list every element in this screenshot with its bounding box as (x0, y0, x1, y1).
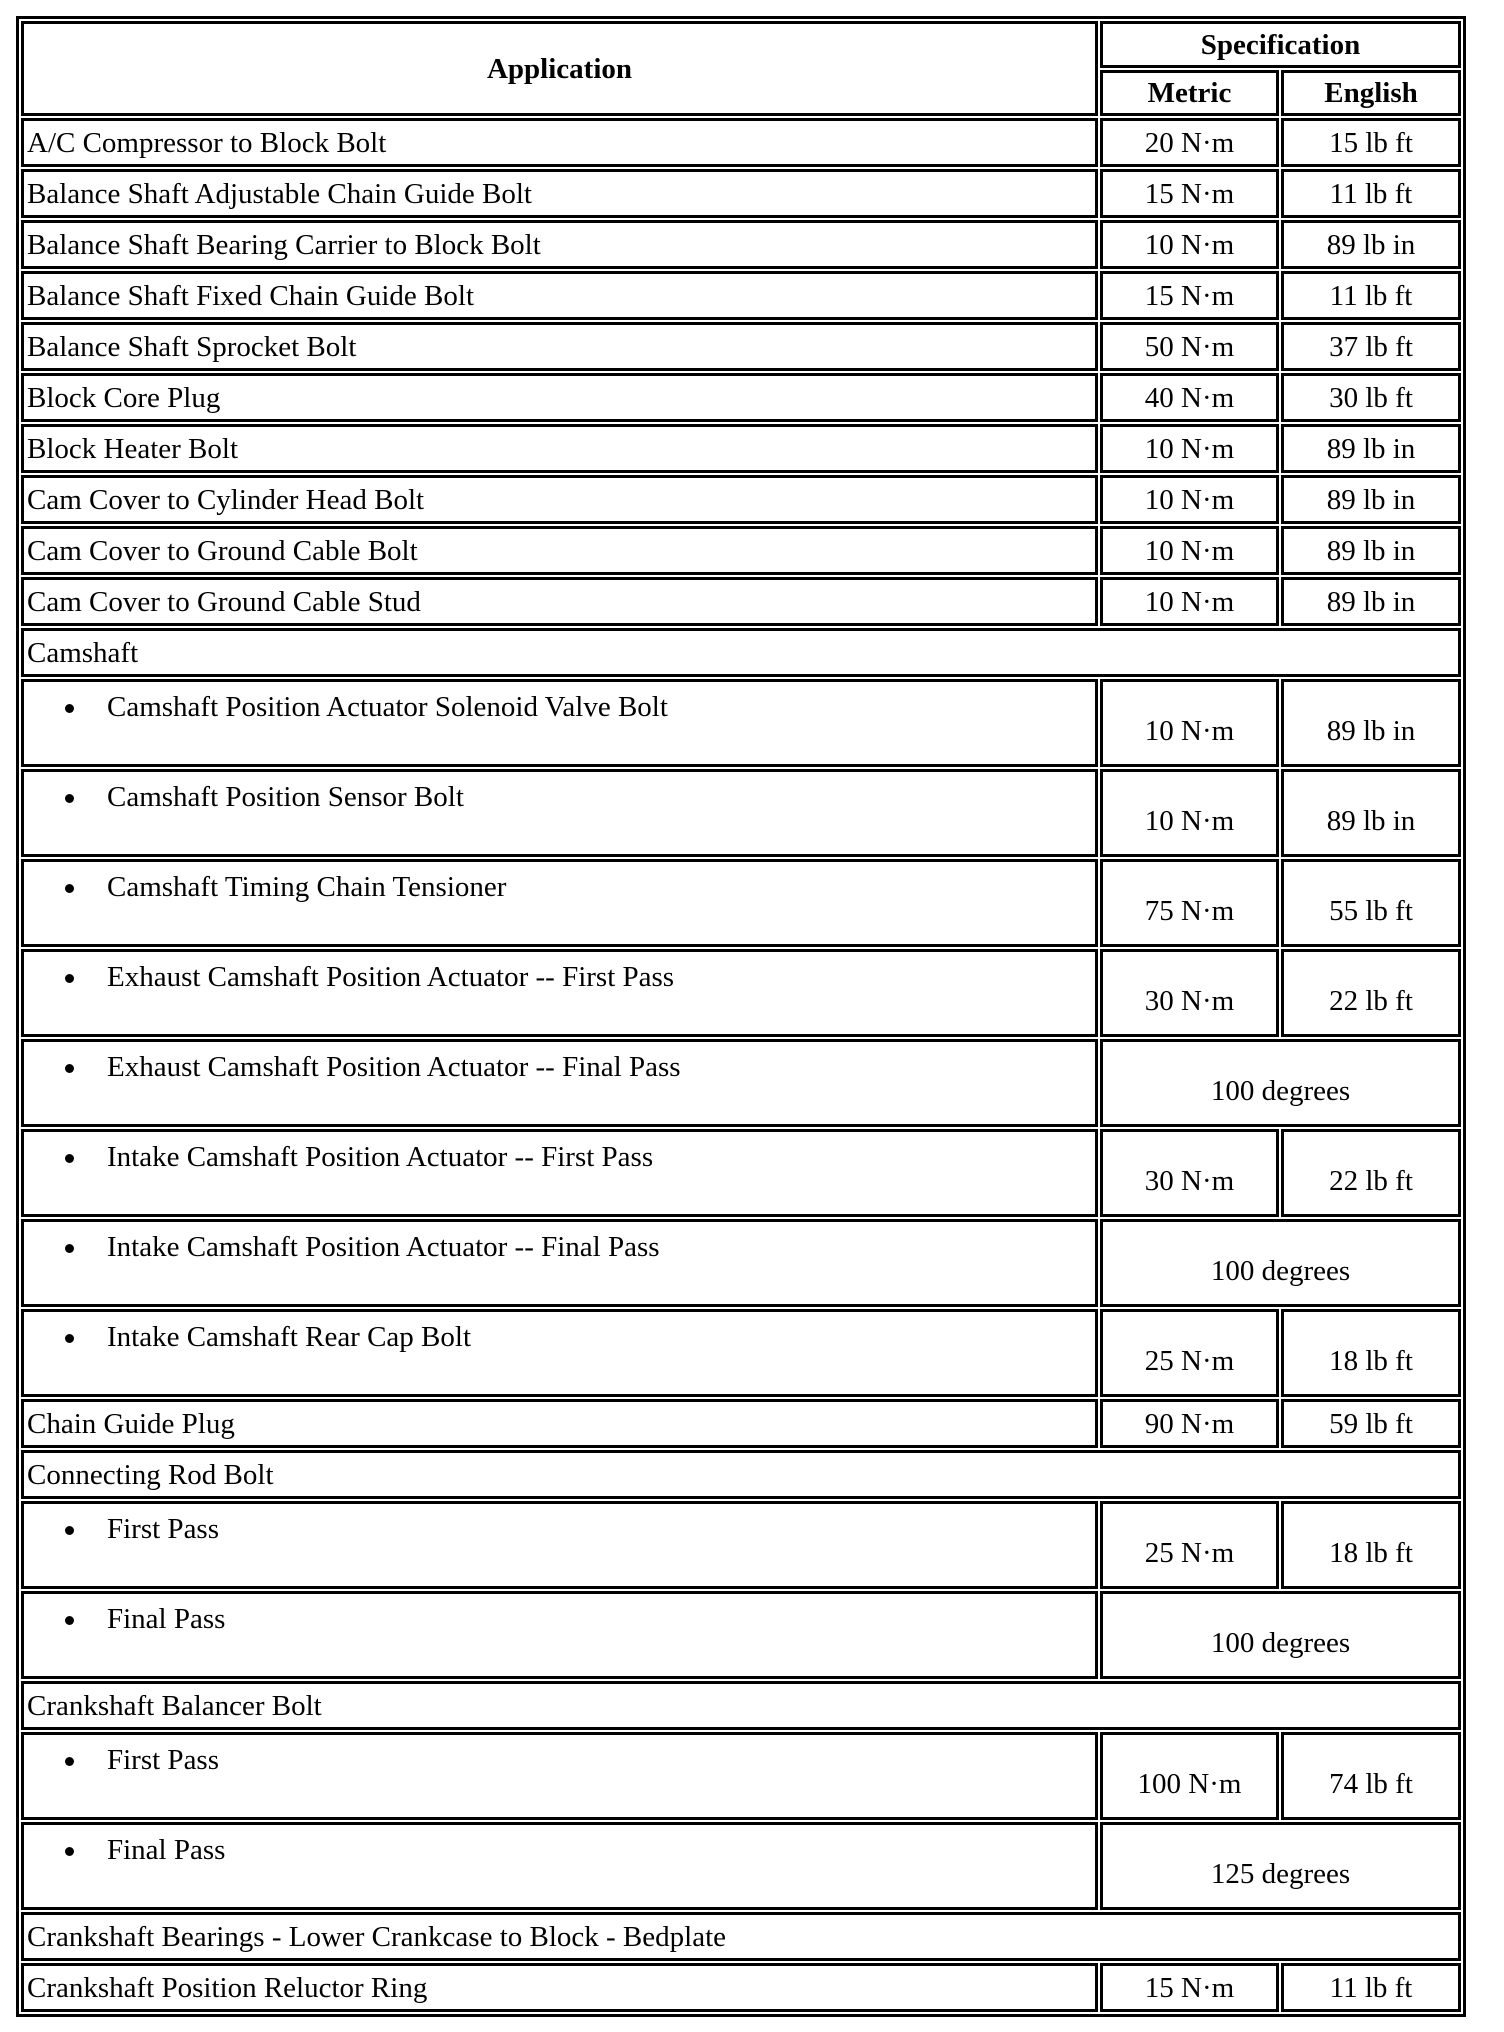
application-cell (21, 679, 1098, 767)
group-header-row (21, 1912, 1461, 1961)
english-cell: 37 lb ft (1281, 322, 1461, 371)
metric-cell: 75 N·m (1100, 859, 1279, 947)
metric-cell: 10 N·m (1100, 475, 1279, 524)
torque-specification-table (16, 16, 1466, 2017)
table-row (21, 475, 1461, 524)
english-cell: 22 lb ft (1281, 949, 1461, 1037)
table-row (21, 769, 1461, 857)
group-label: Crankshaft Bearings - Lower Crankcase to Block - Bedplate (21, 1912, 1461, 1961)
metric-cell: 15 N·m (1100, 1963, 1279, 2012)
table-row (21, 679, 1461, 767)
metric-cell: 10 N·m (1100, 526, 1279, 575)
metric-cell: 100 N·m (1100, 1732, 1279, 1820)
application-label: Camshaft Position Actuator Solenoid Valve Bolt (107, 691, 668, 723)
metric-cell: 10 N·m (1100, 424, 1279, 473)
table-row (21, 1399, 1461, 1448)
bullet-icon (65, 1616, 74, 1625)
table-row (21, 1501, 1461, 1589)
metric-cell: 30 N·m (1100, 1129, 1279, 1217)
metric-cell: 25 N·m (1100, 1309, 1279, 1397)
english-cell: 30 lb ft (1281, 373, 1461, 422)
column-header-english: English (1281, 70, 1461, 116)
application-cell (21, 1129, 1098, 1217)
column-header-metric: Metric (1100, 70, 1279, 116)
table-row (21, 859, 1461, 947)
english-cell: 89 lb in (1281, 679, 1461, 767)
group-header-row (21, 1681, 1461, 1730)
english-cell: 89 lb in (1281, 424, 1461, 473)
table-row (21, 1309, 1461, 1397)
table-row (21, 373, 1461, 422)
table-row (21, 169, 1461, 218)
table-row (21, 1822, 1461, 1910)
application-label: First Pass (107, 1513, 220, 1545)
bullet-icon (65, 704, 74, 713)
bullet-icon (65, 1526, 74, 1535)
application-label: Exhaust Camshaft Position Actuator -- First Pass (107, 961, 675, 993)
bullet-icon (65, 1064, 74, 1073)
table-row (21, 322, 1461, 371)
angle-spec-cell: 125 degrees (1100, 1822, 1461, 1910)
application-cell: A/C Compressor to Block Bolt (21, 118, 1098, 167)
bullet-icon (65, 1757, 74, 1766)
application-label: Final Pass (107, 1603, 226, 1635)
angle-spec-cell: 100 degrees (1100, 1039, 1461, 1127)
metric-cell: 30 N·m (1100, 949, 1279, 1037)
table-row (21, 577, 1461, 626)
application-cell (21, 769, 1098, 857)
application-cell: Balance Shaft Adjustable Chain Guide Bolt (21, 169, 1098, 218)
application-cell: Chain Guide Plug (21, 1399, 1098, 1448)
english-cell: 11 lb ft (1281, 169, 1461, 218)
application-label: First Pass (107, 1744, 220, 1776)
application-label: Intake Camshaft Position Actuator -- First Pass (107, 1141, 654, 1173)
group-header-row (21, 1450, 1461, 1499)
application-cell: Block Core Plug (21, 373, 1098, 422)
application-label: Intake Camshaft Rear Cap Bolt (107, 1321, 472, 1353)
metric-cell: 10 N·m (1100, 769, 1279, 857)
application-label: Exhaust Camshaft Position Actuator -- Final Pass (107, 1051, 681, 1083)
group-label: Crankshaft Balancer Bolt (21, 1681, 1461, 1730)
english-cell: 18 lb ft (1281, 1309, 1461, 1397)
application-cell (21, 949, 1098, 1037)
angle-spec-cell: 100 degrees (1100, 1591, 1461, 1679)
application-cell: Balance Shaft Sprocket Bolt (21, 322, 1098, 371)
group-label: Connecting Rod Bolt (21, 1450, 1461, 1499)
english-cell: 59 lb ft (1281, 1399, 1461, 1448)
metric-cell: 25 N·m (1100, 1501, 1279, 1589)
application-cell (21, 1732, 1098, 1820)
english-cell: 55 lb ft (1281, 859, 1461, 947)
group-label: Camshaft (21, 628, 1461, 677)
table-row (21, 1039, 1461, 1127)
application-cell (21, 1591, 1098, 1679)
english-cell: 89 lb in (1281, 526, 1461, 575)
table-row (21, 1963, 1461, 2012)
application-cell (21, 1501, 1098, 1589)
column-header-specification: Specification (1100, 21, 1461, 68)
english-cell: 89 lb in (1281, 769, 1461, 857)
table-row (21, 949, 1461, 1037)
bullet-icon (65, 794, 74, 803)
metric-cell: 15 N·m (1100, 169, 1279, 218)
application-cell: Cam Cover to Ground Cable Stud (21, 577, 1098, 626)
table-row (21, 1129, 1461, 1217)
metric-cell: 90 N·m (1100, 1399, 1279, 1448)
angle-spec-cell: 100 degrees (1100, 1219, 1461, 1307)
application-label: Intake Camshaft Position Actuator -- Final Pass (107, 1231, 660, 1263)
table-row (21, 220, 1461, 269)
english-cell: 89 lb in (1281, 475, 1461, 524)
application-label: Camshaft Timing Chain Tensioner (107, 871, 507, 903)
metric-cell: 10 N·m (1100, 220, 1279, 269)
application-label: Camshaft Position Sensor Bolt (107, 781, 464, 813)
english-cell: 74 lb ft (1281, 1732, 1461, 1820)
bullet-icon (65, 1154, 74, 1163)
bullet-icon (65, 1244, 74, 1253)
application-cell (21, 1219, 1098, 1307)
english-cell: 89 lb in (1281, 577, 1461, 626)
table-row (21, 1591, 1461, 1679)
table-row (21, 118, 1461, 167)
bullet-icon (65, 1847, 74, 1856)
bullet-icon (65, 974, 74, 983)
metric-cell: 10 N·m (1100, 679, 1279, 767)
english-cell: 22 lb ft (1281, 1129, 1461, 1217)
application-cell: Cam Cover to Cylinder Head Bolt (21, 475, 1098, 524)
application-cell (21, 1309, 1098, 1397)
english-cell: 11 lb ft (1281, 271, 1461, 320)
bullet-icon (65, 1334, 74, 1343)
english-cell: 18 lb ft (1281, 1501, 1461, 1589)
table-row (21, 1219, 1461, 1307)
table-row (21, 424, 1461, 473)
group-header-row (21, 628, 1461, 677)
application-cell (21, 1822, 1098, 1910)
metric-cell: 40 N·m (1100, 373, 1279, 422)
english-cell: 11 lb ft (1281, 1963, 1461, 2012)
english-cell: 15 lb ft (1281, 118, 1461, 167)
metric-cell: 50 N·m (1100, 322, 1279, 371)
metric-cell: 20 N·m (1100, 118, 1279, 167)
application-cell: Crankshaft Position Reluctor Ring (21, 1963, 1098, 2012)
application-cell (21, 1039, 1098, 1127)
table-row (21, 526, 1461, 575)
application-cell: Balance Shaft Fixed Chain Guide Bolt (21, 271, 1098, 320)
table-row (21, 271, 1461, 320)
application-cell: Block Heater Bolt (21, 424, 1098, 473)
metric-cell: 15 N·m (1100, 271, 1279, 320)
english-cell: 89 lb in (1281, 220, 1461, 269)
bullet-icon (65, 884, 74, 893)
application-cell (21, 859, 1098, 947)
application-label: Final Pass (107, 1834, 226, 1866)
metric-cell: 10 N·m (1100, 577, 1279, 626)
application-cell: Cam Cover to Ground Cable Bolt (21, 526, 1098, 575)
application-cell: Balance Shaft Bearing Carrier to Block Bolt (21, 220, 1098, 269)
table-row (21, 1732, 1461, 1820)
column-header-application: Application (21, 21, 1098, 116)
